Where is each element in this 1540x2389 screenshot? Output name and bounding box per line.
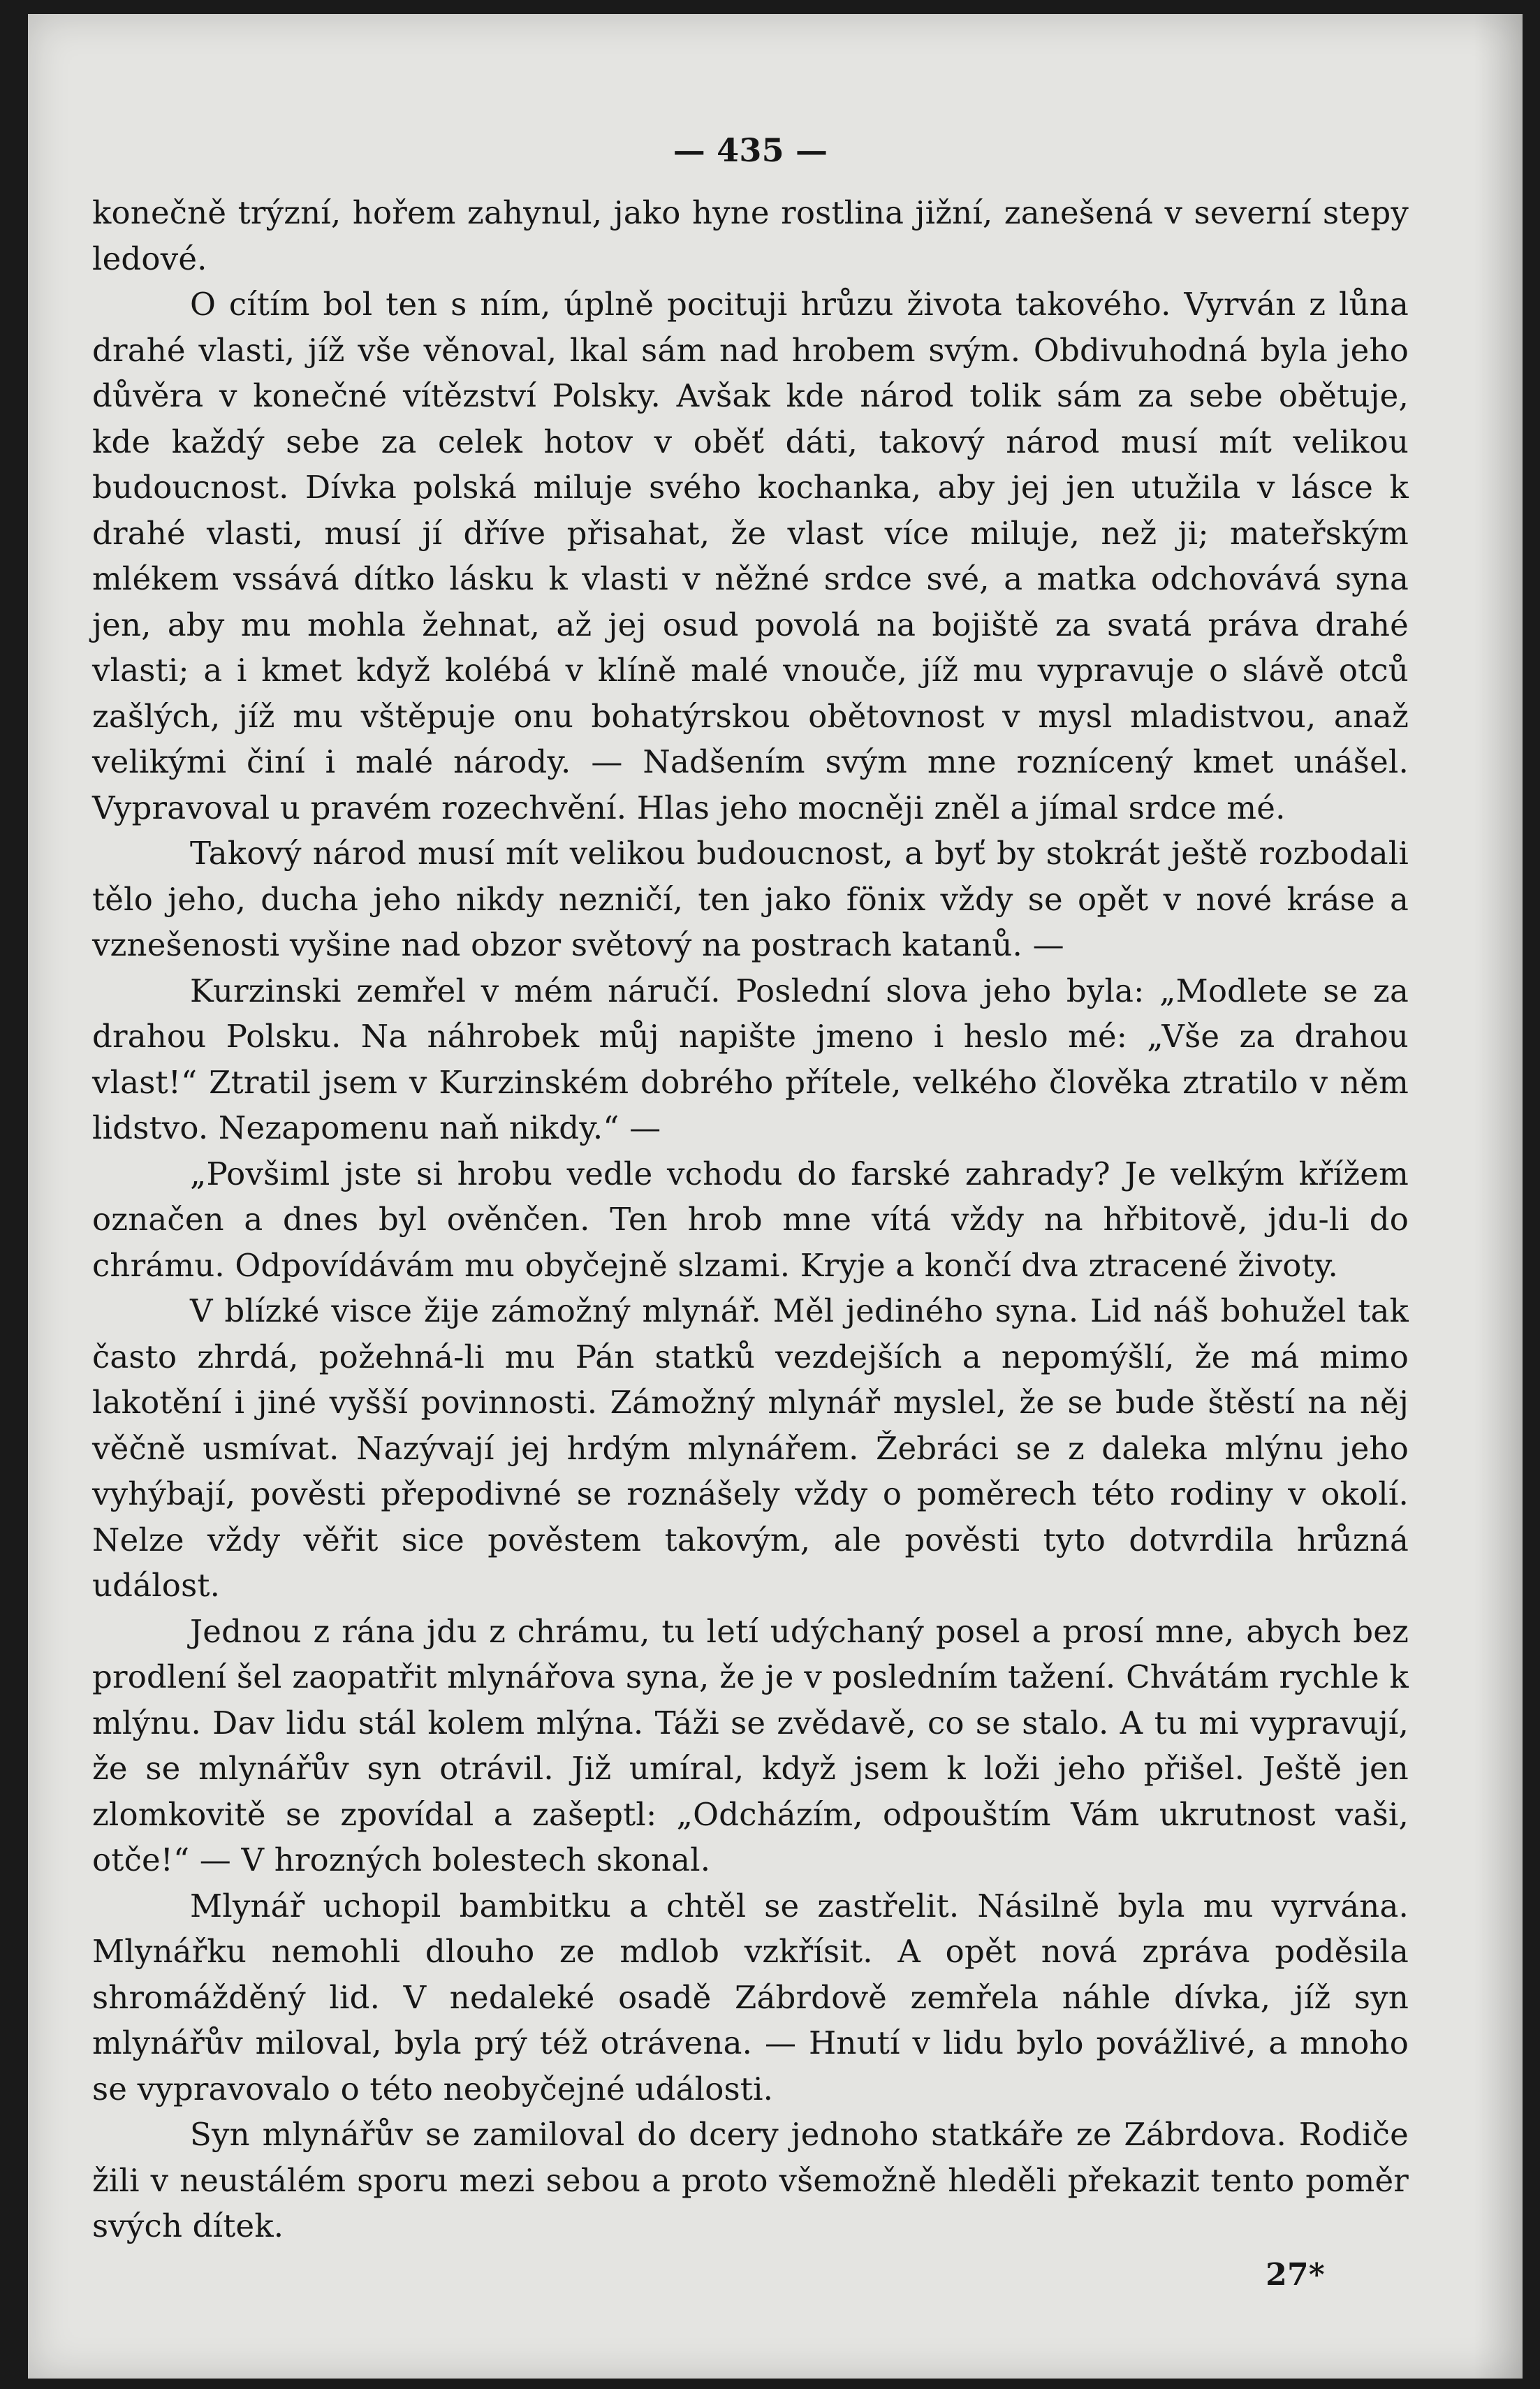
paragraph: Kurzinski zemřel v mém náručí. Poslední slova jeho byla: „Modlete se za drahou Polsku. Na náhrobek můj napište jmeno i heslo mé: „Vše za drahou vlast!“ Ztratil jsem v Kurzinském dobrého přítele, velkého člověka ztratilo v něm lidstvo. Nezapomenu naň nikdy.“ — [92, 972, 1409, 1146]
paragraph: O cítím bol ten s ním, úplně pocituji hrůzu života takového. Vyrván z lůna drahé vlasti, jíž vše věnoval, lkal sám nad hrobem svým. Obdivuhodná byla jeho důvěra v konečné vítězství Polsky. Avšak kde národ tolik sám za sebe obětuje, kde každý sebe za celek hotov v oběť dáti, takový národ musí mít velikou budoucnost. Dívka polská miluje svého kochanka, aby jej jen utužila v lásce k drahé vlasti, musí jí dříve přisahat, že vlast více miluje, než ji; mateřským mlékem vssává dítko lásku k vlasti v něžné srdce své, a matka odchovává syna jen, aby mu mohla žehnat, až jej osud povolá na bojiště za svatá práva drahé vlasti; a i kmet když kolébá v klíně malé vnouče, jíž mu vypravuje o slávě otců zašlých, jíž mu vštěpuje onu bohatýrskou obětovnost v mysl mladistvou, anaž velikými činí i malé národy. — Nadšením svým mne roznícený kmet unášel. Vypravoval u pravém rozechvění. Hlas jeho mocněji zněl a jímal srdce mé. [92, 286, 1409, 826]
paragraph: „Povšiml jste si hrobu vedle vchodu do farské zahrady? Je velkým křížem označen a dnes byl ověnčen. Ten hrob mne vítá vždy na hřbitově, jdu-li do chrámu. Odpovídávám mu obyčejně slzami. Kryje a končí dva ztracené životy. [92, 1155, 1409, 1284]
page-edge-shadow [1474, 14, 1523, 2379]
signature-mark: 27* [1266, 2256, 1325, 2293]
paragraph: konečně trýzní, hořem zahynul, jako hyne rostlina jižní, zanešená v severní stepy ledové. [92, 194, 1409, 277]
paragraph: Syn mlynářův se zamiloval do dcery jednoho statkáře ze Zábrdova. Rodiče žili v neustálém sporu mezi sebou a proto všemožně hleděli překazit tento poměr svých dítek. [92, 2116, 1409, 2244]
page-content [92, 119, 1409, 2297]
book-page [28, 14, 1523, 2379]
page-number: — 435 — [673, 131, 828, 169]
paragraph: V blízké visce žije zámožný mlynář. Měl jediného syna. Lid náš bohužel tak často zhrdá, požehná-li mu Pán statků vezdejších a nepomýšlí, že má mimo lakotění i jiné vyšší povinnosti. Zámožný mlynář myslel, že se bude štěstí na něj věčně usmívat. Nazývají jej hrdým mlynářem. Žebráci se z daleka mlýnu jeho vyhýbají, pověsti přepodivné se roznášely vždy o poměrech této rodiny v okolí. Nelze vždy věřit sice pověstem takovým, ale pověsti tyto dotvrdila hrůzná událost. [92, 1292, 1409, 1604]
paragraph: Takový národ musí mít velikou budoucnost, a byť by stokrát ještě rozbodali tělo jeho, ducha jeho nikdy nezničí, ten jako fönix vždy se opět v nové kráse a vznešenosti vyšine nad obzor světový na postrach katanů. — [92, 835, 1409, 963]
paragraph: Jednou z rána jdu z chrámu, tu letí udýchaný posel a prosí mne, abych bez prodlení šel zaopatřit mlynářova syna, že je v posledním tažení. Chvátám rychle k mlýnu. Dav lidu stál kolem mlýna. Táži se zvědavě, co se stalo. A tu mi vypravují, že se mlynářův syn otrávil. Již umíral, když jsem k loži jeho přišel. Ještě jen zlomkovitě se zpovídal a zašeptl: „Odcházím, odpouštím Vám ukrutnost vaši, otče!“ — V hrozných bolestech skonal. [92, 1612, 1409, 1878]
paragraph: Mlynář uchopil bambitku a chtěl se zastřelit. Násilně byla mu vyrvána. Mlynářku nemohli dlouho ze mdlob vzkřísit. A opět nová zpráva poděsila shromážděný lid. V nedaleké osadě Zábrdově zemřela náhle dívka, jíž syn mlynářův miloval, byla prý též otrávena. — Hnutí v lidu bylo povážlivé, a mnoho se vypravovalo o této neobyčejné události. [92, 1887, 1409, 2107]
